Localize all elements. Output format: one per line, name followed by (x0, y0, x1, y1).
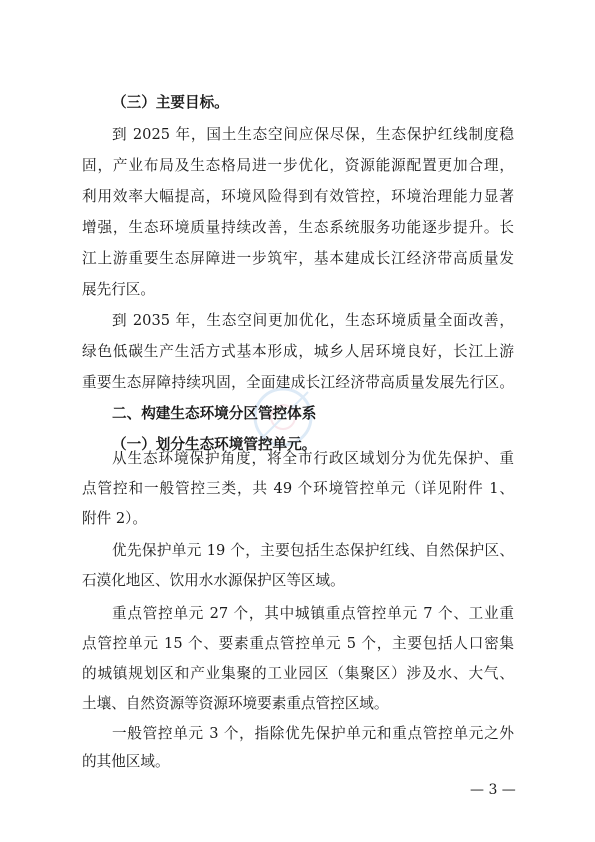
paragraph-line: 江上游重要生态屏障进一步筑牢，基本建成长江经济带高质量发 (82, 250, 514, 267)
paragraph-line: 的城镇规划区和产业集聚的工业园区（集聚区）涉及水、大气、 (82, 665, 514, 682)
paragraph-line: 的其他区域。 (82, 753, 170, 770)
section-1-heading: （一）划分生态环境管控单元。 (112, 436, 317, 453)
paragraph-line: 点管控单元 15 个、要素重点管控单元 5 个，主要包括人口密集 (82, 635, 514, 652)
paragraph-line: 从生态环境保护角度，将全市行政区域划分为优先保护、重 (112, 450, 514, 467)
paragraph-line: 到 2035 年，生态空间更加优化，生态环境质量全面改善， (112, 312, 514, 329)
section-3-heading: （三）主要目标。 (112, 94, 229, 111)
paragraph-line: 重要生态屏障持续巩固，全面建成长江经济带高质量发展先行区。 (82, 374, 514, 391)
paragraph-line: 绿色低碳生产生活方式基本形成，城乡人居环境良好，长江上游 (82, 343, 514, 360)
paragraph-line: 一般管控单元 3 个，指除优先保护单元和重点管控单元之外 (112, 725, 514, 742)
paragraph-line: 附件 2）。 (82, 510, 147, 527)
paragraph-line: 到 2025 年，国土生态空间应保尽保，生态保护红线制度稳 (112, 126, 514, 143)
paragraph-line: 重点管控单元 27 个，其中城镇重点管控单元 7 个、工业重 (112, 605, 514, 622)
paragraph-line: 点管控和一般管控三类，共 49 个环境管控单元（详见附件 1、 (82, 480, 514, 497)
chapter-2-heading: 二、构建生态环境分区管控体系 (112, 405, 317, 422)
paragraph-line: 利用效率大幅提高，环境风险得到有效管控，环境治理能力显著 (82, 188, 514, 205)
paragraph-line: 增强，生态环境质量持续改善，生态系统服务功能逐步提升。长 (82, 219, 514, 236)
paragraph-line: 展先行区。 (82, 281, 155, 298)
page-number: — 3 — (470, 782, 516, 798)
paragraph-line: 优先保护单元 19 个，主要包括生态保护红线、自然保护区、 (112, 542, 514, 559)
paragraph-line: 土壤、自然资源等资源环境要素重点管控区域。 (82, 695, 389, 712)
paragraph-line: 固，产业布局及生态格局进一步优化，资源能源配置更加合理， (82, 157, 514, 174)
paragraph-line: 石漠化地区、饮用水水源保护区等区域。 (82, 572, 345, 589)
